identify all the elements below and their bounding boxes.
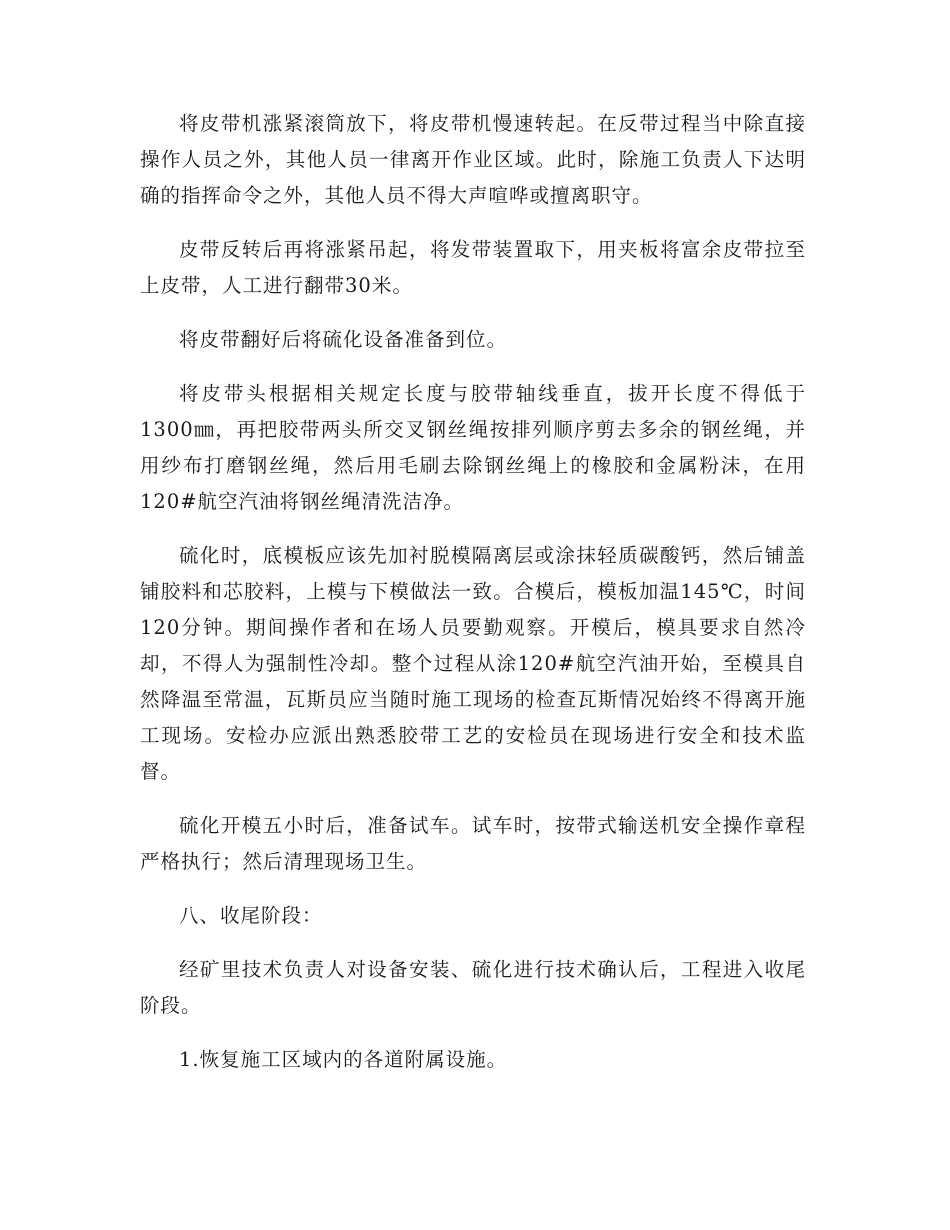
paragraph-reverse-belt: 将皮带机涨紧滚筒放下，将皮带机慢速转起。在反带过程当中除直接操作人员之外，其他人员一律离开作业区域。此时，除施工负责人下达明确的指挥命令之外，其他人员不得大声喧哗或擅离职守。 xyxy=(140,112,806,207)
paragraph-prepare-vulcanizer: 将皮带翻好后将硫化设备准备到位。 xyxy=(179,328,508,351)
section-heading-closing-stage: 八、收尾阶段： xyxy=(179,904,323,927)
paragraph-test-run: 硫化开模五小时后，准备试车。试车时，按带式输送机安全操作章程严格执行；然后清理现场卫生。 xyxy=(140,814,806,873)
list-item-restore-facilities: 1.恢复施工区域内的各道附属设施。 xyxy=(179,1048,508,1071)
paragraph-flip-belt: 皮带反转后再将涨紧吊起，将发带装置取下，用夹板将富余皮带拉至上皮带，人工进行翻带30米。 xyxy=(140,238,806,297)
paragraph-closing-stage: 经矿里技术负责人对设备安装、硫化进行技术确认后，工程进入收尾阶段。 xyxy=(140,958,806,1017)
paragraph-vulcanization: 硫化时，底模板应该先加衬脱模隔离层或涂抹轻质碳酸钙，然后铺盖铺胶料和芯胶料，上模与下模做法一致。合模后，模板加温145℃，时间120分钟。期间操作者和在场人员要勤观察。开模后，模具要求自然冷却，不得人为强制性冷却。整个过程从涂120#航空汽油开始，至模具自然降温至常温，瓦斯员应当随时施工现场的检查瓦斯情况始终不得离开施工现场。安检办应派出熟悉胶带工艺的安检员在现场进行安全和技术监督。 xyxy=(140,544,806,783)
paragraph-cut-wire-rope: 将皮带头根据相关规定长度与胶带轴线垂直，拔开长度不得低于1300㎜，再把胶带两头所交叉钢丝绳按排列顺序剪去多余的钢丝绳，并用纱布打磨钢丝绳，然后用毛刷去除钢丝绳上的橡胶和金属粉沫，在用120#航空汽油将钢丝绳清洗洁净。 xyxy=(140,382,806,513)
